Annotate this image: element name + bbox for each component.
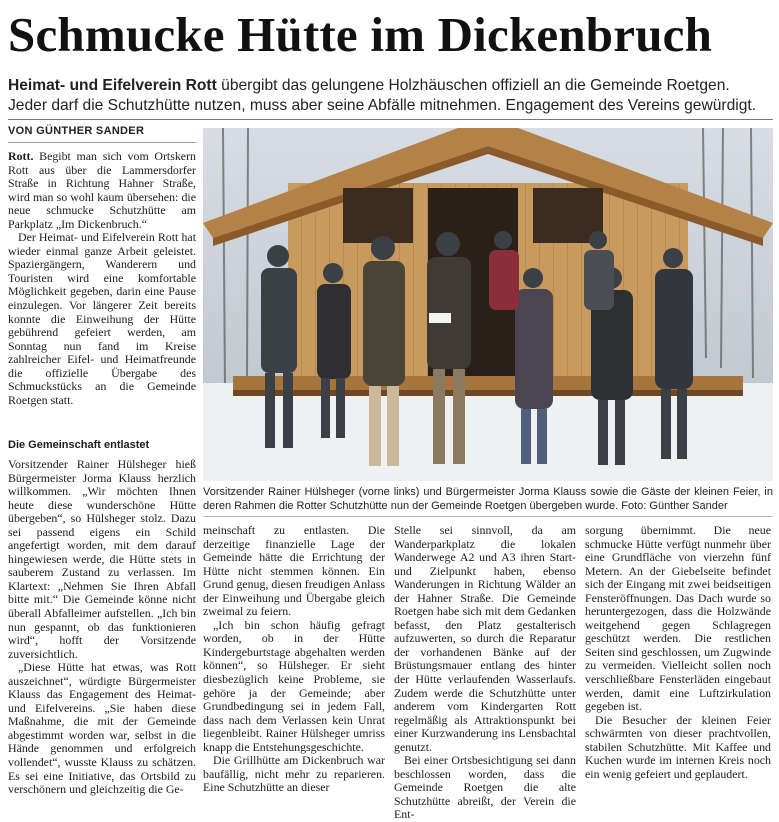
article-column-1 [8, 149, 196, 407]
byline-rule [8, 142, 196, 143]
paragraph: meinschaft zu entlasten. Die derzeitige finanzielle Lage der Gemeinde hätte die Errichtung der Hütte nicht stemmen können. Ein Grund genug, diesen freudigen Anlass der Einweihung und Übergabe gleich zweimal zu feiern. [203, 523, 385, 619]
subhead-bold: Heimat- und Eifelverein Rott [8, 77, 217, 94]
subhead-rest: übergibt das gelungene Holzhäuschen offiziell an die Gemeinde Roetgen. [216, 77, 730, 94]
article-column-2 [203, 524, 385, 800]
paragraph: Der Heimat- und Eifelverein Rott hat wieder einmal ganze Arbeit geleistet. Spaziergängern, Wanderern und Touristen wird eine komfortable Möglichkeit gegeben, darin eine Pause einzulegen. Vor längerer Zeit bereits konnte die Einweihung der Hütte gebührend gefeiert werden, am Sonntag nun fand im Kreise zahlreicher Eifel- und Heimatfreunde die offizielle Übergabe des Schmuckstücks an die Gemeinde Roetgen statt. [8, 230, 196, 407]
paragraph: Stelle sei sinnvoll, da am Wanderparkplatz die lokalen Wanderwege A2 und A3 ihren Start- und Zielpunkt haben, ebenso Wanderungen in Richtung Wälder an der Hahner Straße. Die Gemeinde Roetgen habe sich mit dem Gedanken befasst, den Platz gestalterisch aufzuwerten, so durch die Reparatur der vorhandenen Bänke auf der Brüstungsmauer entlang des hinter der Hütte verlaufenden Wasserlaufs. Zudem werde die Schutzhütte unter anderem vom Kindergarten Rott regelmäßig als Attraktionspunkt bei einer Kurzwanderung ins Lensbachtal genutzt. [394, 523, 576, 754]
photo-caption: Vorsitzender Rainer Hülsheger (vorne links) und Bürgermeister Jorma Klauss sowie die Gäste der kleinen Feier, in deren Rahmen die Rotter Schutzhütte nun der Gemeinde Roetgen übergeben wurde. Foto: Günther Sander [203, 486, 773, 512]
article-column-3 [394, 523, 576, 822]
paragraph: Vorsitzender Rainer Hülsheger hieß Bürgermeister Jorma Klauss herzlich willkommen. „Wir möchten Ihnen heute diese wunderschöne Hütte übergeben“, so Hülsheger stolz. Dazu sei passend eigens ein Schild angefertigt worden, mit dem darauf hingewiesen werde, die Hütte stets in sauberem Zustand zu verlassen. Im Klartext: „Nehmen Sie Ihren Abfall bitte mit.“ Die Gemeinde könne nicht überall Abfalleimer aufstellen. „Ich bin nun gespannt, ob das funktionieren wird“, hofft der Vorsitzende zuversichtlich. [8, 457, 196, 661]
caption-rule [203, 516, 773, 517]
hut-photo-illustration [203, 128, 773, 481]
hut-photo [203, 128, 773, 481]
paragraph [8, 150, 196, 231]
dateline: Rott. [8, 149, 34, 163]
subheading: Die Gemeinschaft entlastet [8, 439, 150, 451]
paragraph: „Ich bin schon häufig gefragt worden, ob in der Hütte Kindergeburtstage abgehalten werden können“, so Hülsheger. Er sieht diesbezüglich keine Probleme, sie gehöre ja der Gemeinde; aber Grundbedingung sei in jedem Fall, dass nach dem Verlassen kein Unrat liegenbleibt. Rainer Hülsheger umriss knapp die Entstehungsgeschichte. [203, 617, 385, 754]
envelope [429, 313, 451, 323]
subhead-line-1 [8, 76, 773, 95]
paragraph: sorgung übernimmt. Die neue schmucke Hütte verfügt nunmehr über eine Grundfläche von vierzehn fünf Metern. An der Giebelseite befindet sich der Eingang mit zwei beidseitigen Fensteröffnungen. Das Dach wurde so heruntergezogen, dass die Holzwände weitgehend gegen Schlagregen geschützt werden. Die restlichen Seiten sind geschlossen, um Zugwinde zu vermeiden. Vielleicht sollen noch verschließbare Fensterläden eingebaut werden, damit eine Luftzirkulation gegeben ist. [585, 523, 771, 714]
article-column-1-continued [8, 428, 196, 800]
subhead-line-2: Jeder darf die Schutzhütte nutzen, muss aber seine Abfälle mitnehmen. Engagement des Vereins gewürdigt. [8, 97, 757, 114]
paragraph: Die Besucher der kleinen Feier schwärmten von dieser prachtvollen, stabilen Schutzhütte. Mit Kaffee und Kuchen wurde im internen Kreis noch ein wenig gefeiert und geplaudert. [585, 712, 771, 781]
paragraph: Bei einer Ortsbesichtigung sei dann beschlossen worden, dass die Gemeinde Roetgen die alte Schutzhütte abreißt, der Verein die Ent- [394, 753, 576, 822]
paragraph: „Diese Hütte hat etwas, was Rott auszeichnet“, würdigte Bürgermeister Klauss das Engagement des Heimat- und Eifelvereins. „Sie haben diese Maßnahme, die mit der Gemeinde abgestimmt worden war, selbst in die Hände genommen und erfolgreich vollendet“, wusste Klauss zu schätzen. Es sei eine Initiative, das Ortsbild zu verschönern und gleichzeitig die Ge- [8, 660, 196, 797]
article-column-4 [585, 524, 771, 800]
headline: Schmucke Hütte im Dickenbruch [8, 7, 713, 62]
byline: VON GÜNTHER SANDER [8, 125, 145, 137]
paragraph-text: Begibt man sich vom Ortskern Rott aus über die Lammersdorfer Straße in Richtung Hahner Straße, wird man so wohl kaum übersehen: die neue schmucke Schutzhütte am Parkplatz „Im Dickenbruch.“ [8, 149, 196, 231]
paragraph: Die Grillhütte am Dickenbruch war baufällig, nicht mehr zu reparieren. Eine Schutzhütte an dieser [203, 753, 385, 795]
header-rule [8, 119, 773, 120]
